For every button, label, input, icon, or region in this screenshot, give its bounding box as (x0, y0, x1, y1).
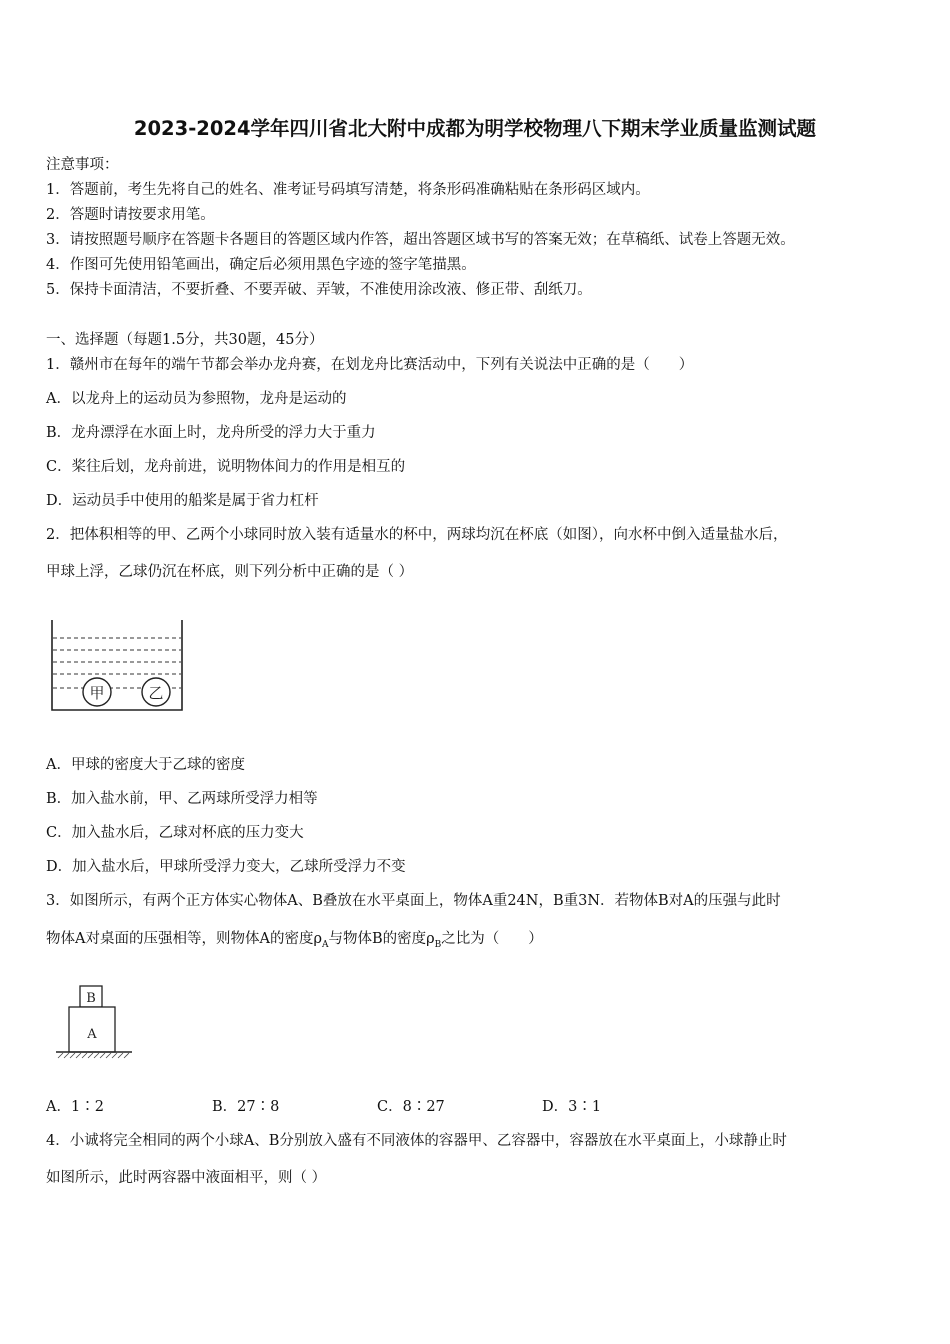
question-3-option-d: D．3∶1 (542, 1099, 602, 1115)
notice-item-4: 4．作图可先使用铅笔画出，确定后必须用黑色字迹的签字笔描黑。 (46, 257, 476, 273)
cup-with-balls-figure (46, 616, 188, 714)
stacked-blocks-figure (54, 984, 136, 1064)
question-2-option-d: D．加入盐水后，甲球所受浮力变大，乙球所受浮力不变 (46, 859, 406, 875)
q3-text-b: 与物体B的密度ρ (328, 931, 435, 947)
block-a-label: A (87, 1027, 97, 1042)
q3-sub-a: A (321, 939, 329, 950)
question-3-option-c: C．8∶27 (377, 1099, 445, 1115)
q3-text-a: 物体A对桌面的压强相等，则物体A的密度ρ (46, 931, 322, 947)
notice-item-1: 1．答题前，考生先将自己的姓名、准考证号码填写清楚，将条形码准确粘贴在条形码区域内。 (46, 182, 650, 198)
question-2-stem-line-1: 2．把体积相等的甲、乙两个小球同时放入装有适量水的杯中，两球均沉在杯底（如图），向水杯中倒入适量盐水后， (46, 527, 788, 543)
q3-sub-b: B (434, 939, 442, 950)
ball-yi-label: 乙 (148, 684, 164, 702)
question-1-option-a: A．以龙舟上的运动员为参照物，龙舟是运动的 (46, 391, 347, 407)
question-3-stem-line-1: 3．如图所示，有两个正方体实心物体A、B叠放在水平桌面上，物体A重24N，B重3N．若物体B对A的压强与此时 (46, 893, 781, 909)
question-4-stem-line-1: 4．小诚将完全相同的两个小球A、B分别放入盛有不同液体的容器甲、乙容器中，容器放在水平桌面上，小球静止时 (46, 1133, 787, 1149)
question-2-option-c: C．加入盐水后，乙球对杯底的压力变大 (46, 825, 304, 841)
section-heading: 一、选择题（每题1.5分，共30题，45分） (46, 332, 324, 348)
block-b-label: B (86, 991, 96, 1006)
q3-text-c: 之比为（ ） (441, 931, 543, 947)
question-2-stem-line-2: 甲球上浮，乙球仍沉在杯底，则下列分析中正确的是（ ） (46, 564, 414, 580)
question-1-option-b: B．龙舟漂浮在水面上时，龙舟所受的浮力大于重力 (46, 425, 376, 441)
question-1-stem: 1．赣州市在每年的端午节都会举办龙舟赛，在划龙舟比赛活动中，下列有关说法中正确的是（ ） (46, 357, 694, 373)
notice-item-5: 5．保持卡面清洁，不要折叠、不要弄破、弄皱，不准使用涂改液、修正带、刮纸刀。 (46, 282, 592, 298)
notice-item-2: 2．答题时请按要求用笔。 (46, 207, 215, 223)
ball-jia-label: 甲 (89, 684, 105, 702)
question-1-option-d: D．运动员手中使用的船桨是属于省力杠杆 (46, 493, 319, 509)
question-3-option-b: B．27∶8 (212, 1099, 280, 1115)
exam-title: 2023-2024学年四川省北大附中成都为明学校物理八下期末学业质量监测试题 (133, 117, 817, 140)
question-3-stem-line-2 (46, 927, 543, 950)
question-3-option-a: A．1∶2 (46, 1099, 104, 1115)
notice-heading: 注意事项： (46, 157, 119, 173)
question-4-stem-line-2: 如图所示，此时两容器中液面相平，则（ ） (46, 1170, 327, 1186)
question-2-option-a: A．甲球的密度大于乙球的密度 (46, 757, 245, 773)
table-hatching (58, 1053, 129, 1058)
question-1-option-c: C．桨往后划，龙舟前进，说明物体间力的作用是相互的 (46, 459, 406, 475)
notice-item-3: 3．请按照题号顺序在答题卡各题目的答题区域内作答，超出答题区域书写的答案无效；在草稿纸、试卷上答题无效。 (46, 232, 795, 248)
question-2-option-b: B．加入盐水前，甲、乙两球所受浮力相等 (46, 791, 318, 807)
